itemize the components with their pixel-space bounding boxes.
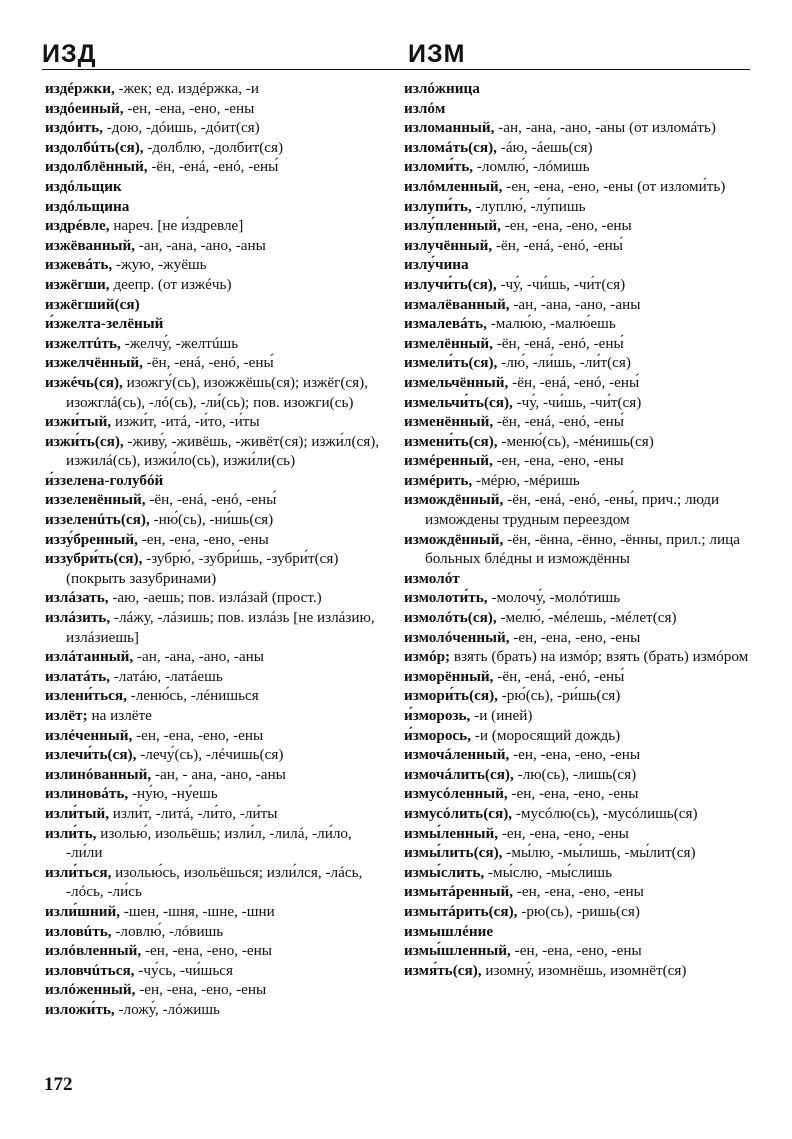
- dictionary-entry: [404, 726, 750, 746]
- entry-forms: -лáжу, -лáзишь; пов. излáзь [не излáзию, излáзиешь]: [66, 609, 375, 646]
- dictionary-entry: [45, 530, 390, 550]
- entry-headword: измы́слить,: [404, 863, 485, 881]
- dictionary-entry: [45, 980, 390, 1000]
- entry-forms: -аю, -аешь; пов. излáзай (прост.): [108, 589, 322, 607]
- dictionary-entry: [45, 236, 390, 256]
- entry-forms: -ён, -енá, -енó, -ены́: [147, 158, 279, 176]
- dictionary-entry: [404, 530, 750, 569]
- entry-headword: измолóть(ся),: [404, 609, 497, 627]
- entry-forms: -ломлю́, -лóмишь: [473, 158, 590, 176]
- dictionary-entry: [404, 490, 750, 529]
- dictionary-entry: [404, 569, 750, 589]
- entry-forms: -леню́сь, -лéнишься: [126, 687, 259, 705]
- dictionary-entry: [45, 490, 390, 510]
- dictionary-entry: [45, 216, 390, 236]
- dictionary-entry: [404, 667, 750, 687]
- entry-forms: -мы́лю, -мы́лишь, -мы́лит(ся): [502, 844, 696, 862]
- entry-forms: -ен, -ена, -ено, -ены: [498, 824, 629, 842]
- entry-forms: -ну́ю, -ну́ешь: [128, 785, 218, 803]
- dictionary-entry: [45, 765, 390, 785]
- entry-headword: измы́лить(ся),: [404, 844, 503, 862]
- dictionary-entry: [404, 902, 750, 922]
- entry-forms: -ён, -енá, -енó, -ены́: [493, 413, 624, 431]
- entry-headword: и́зморось,: [404, 726, 471, 744]
- entry-forms: -ен, -ена, -ено, -ены: [135, 981, 267, 999]
- entry-forms: -ен, -ена, -ено, -ены: [510, 942, 642, 960]
- entry-forms: -ён, -енá, -енó, -ены́: [492, 236, 624, 254]
- entry-forms: -ён, -енá, -енó, -ены́: [145, 491, 277, 509]
- header-rule: [42, 69, 750, 70]
- dictionary-entry: [45, 275, 390, 295]
- entry-forms: на излёте: [87, 707, 152, 724]
- entry-headword: излóвленный,: [45, 942, 142, 960]
- dictionary-entry: [404, 118, 750, 138]
- entry-headword: измусóлить(ся),: [404, 804, 513, 822]
- entry-headword: иззубри́ть(ся),: [45, 550, 143, 568]
- entry-forms: -ен, -ена, -ено, -ены: [137, 530, 269, 548]
- entry-headword: измóр;: [404, 648, 451, 666]
- entry-forms: -и (иней): [470, 707, 533, 724]
- entry-headword: измышлéние: [404, 922, 494, 940]
- entry-headword: излу́чина: [404, 256, 469, 274]
- entry-headword: и́ззелена-голубóй: [45, 471, 164, 489]
- dictionary-entry: [404, 99, 750, 119]
- dictionary-entry: [45, 706, 390, 726]
- entry-headword: измалевáть,: [404, 315, 487, 333]
- entry-headword: излóмленный,: [404, 177, 503, 195]
- entry-forms: -ложу́, -лóжишь: [114, 1000, 220, 1018]
- entry-headword: измори́ть(ся),: [404, 687, 498, 705]
- dictionary-entry: [404, 373, 750, 393]
- entry-headword: издрéвле,: [45, 217, 110, 235]
- dictionary-entry: [404, 432, 750, 452]
- entry-headword: изли́шний,: [45, 902, 120, 920]
- entry-forms: изолью́сь, изольёшься; изли́лся, -лáсь, -лóсь, -ли́сь: [66, 863, 363, 901]
- entry-headword: излёт;: [45, 707, 88, 724]
- entry-forms: -чу́, -чи́шь, -чи́т(ся): [496, 275, 626, 293]
- entry-headword: излáзать,: [45, 589, 109, 607]
- entry-forms: -живу́, -живёшь, -живёт(ся); изжи́л(ся), изжилá(сь), изжи́ло(сь), изжи́ли(сь): [66, 432, 380, 470]
- dictionary-entry: [404, 647, 750, 667]
- entry-headword: излу́пленный,: [404, 217, 501, 235]
- dictionary-entry: [45, 961, 390, 981]
- entry-forms: изжи́т, -итá, -и́то, -и́ты: [111, 413, 260, 431]
- entry-headword: изжéчь(ся),: [45, 373, 123, 391]
- entry-forms: -чу́сь, -чи́шься: [134, 961, 234, 979]
- dictionary-entry: [404, 216, 750, 236]
- entry-forms: -дою, -дóишь, -дóит(ся): [102, 119, 260, 137]
- entry-headword: издолбúть(ся),: [45, 138, 144, 156]
- entry-forms: нареч. [не и́здревле]: [109, 217, 244, 235]
- entry-headword: изжелтúть,: [45, 334, 121, 352]
- entry-headword: издóльщик: [45, 177, 122, 195]
- dictionary-entry: [404, 255, 750, 275]
- entry-forms: -ан, -ана, -ано, -аны: [135, 236, 266, 254]
- entry-headword: издóить,: [45, 119, 103, 137]
- entry-headword: измалёванный,: [404, 295, 510, 313]
- entry-forms: -желчу́, -желтúшь: [120, 334, 239, 352]
- entry-forms: -зубрю́, -зубри́шь, -зубри́т(ся) (покрыть зазубринами): [66, 550, 339, 587]
- entry-forms: -меню́(сь), -мéнишь(ся): [497, 432, 654, 450]
- dictionary-entry: [404, 334, 750, 354]
- dictionary-entry: [404, 686, 750, 706]
- dictionary-entry: [404, 706, 750, 726]
- entry-forms: -ен, -ена, -ено, -ены: [513, 883, 644, 901]
- entry-forms: -ён, -енá, -енó, -ены́: [493, 667, 625, 685]
- dictionary-entry: [45, 118, 390, 138]
- entry-forms: -ён, -енá, -енó, -ены́: [142, 354, 274, 372]
- page-header: [42, 40, 750, 70]
- entry-headword: изловúть,: [45, 922, 112, 940]
- entry-forms: -ен, -ена, -ено, -ены: [492, 452, 624, 470]
- entry-forms: -ню́(сь), -ни́шь(ся): [149, 511, 274, 529]
- dictionary-entry: [404, 628, 750, 648]
- entry-headword: изжи́ть(ся),: [45, 432, 124, 450]
- dictionary-entry: [45, 157, 390, 177]
- entry-headword: измолоти́ть,: [404, 589, 488, 607]
- dictionary-entry: [45, 549, 390, 588]
- entry-forms: -ен, -ена, -ено, -ены: [141, 942, 272, 960]
- entry-headword: измочáлить(ся),: [404, 765, 514, 783]
- entry-headword: изли́тый,: [45, 804, 109, 822]
- entry-headword: излинóванный,: [45, 765, 152, 783]
- entry-headword: изломáть(ся),: [404, 138, 497, 156]
- dictionary-entry: [404, 608, 750, 628]
- entry-headword: изморённый,: [404, 667, 494, 685]
- entry-forms: -долблю, -долбит(ся): [143, 138, 284, 156]
- entry-forms: -жую, -жуёшь: [112, 256, 207, 274]
- dictionary-entry: [404, 393, 750, 413]
- dictionary-entry: [45, 138, 390, 158]
- entry-forms: -и (моросящий дождь): [471, 726, 621, 744]
- entry-forms: -мелю́, -мéлешь, -мéлет(ся): [496, 609, 677, 627]
- entry-forms: -малю́ю, -малю́ешь: [486, 315, 616, 333]
- dictionary-entry: [45, 804, 390, 824]
- entry-headword: измéренный,: [404, 452, 493, 470]
- dictionary-entry: [45, 353, 390, 373]
- entry-forms: -ен, -ена, -ено, -ены: [132, 726, 264, 744]
- page-number: 172: [44, 1074, 73, 1095]
- entry-headword: изжевáть,: [45, 256, 113, 274]
- entry-headword: излени́ться,: [45, 687, 127, 705]
- dictionary-entry: [404, 79, 750, 99]
- entry-headword: измы́ленный,: [404, 824, 499, 842]
- dictionary-entry: [404, 843, 750, 863]
- dictionary-entry: [45, 784, 390, 804]
- dictionary-entry: [404, 882, 750, 902]
- entry-forms: -ан, -ана, -ано, -аны (от изломáть): [494, 119, 716, 137]
- entry-headword: изли́ться,: [45, 863, 112, 881]
- entry-forms: изомну́, изомнёшь, изомнёт(ся): [481, 961, 687, 979]
- entry-forms: -áю, -áешь(ся): [496, 138, 593, 156]
- entry-forms: -ен, -ена, -ено, -ены: [500, 217, 632, 235]
- dictionary-entry: [404, 588, 750, 608]
- dictionary-entry: [45, 432, 390, 471]
- entry-forms: -ен, -ена, -ено, -ены: [507, 785, 639, 803]
- entry-headword: излáзить,: [45, 609, 111, 627]
- entry-forms: -латáю, -латáешь: [109, 667, 223, 685]
- entry-forms: изолью́, изольёшь; изли́л, -лилá, -ли́ло, -ли́ли: [66, 824, 352, 862]
- entry-forms: -лечу́(сь), -лéчишь(ся): [136, 746, 284, 764]
- entry-forms: -ён, -енá, -енó, -ены́: [508, 373, 640, 391]
- dictionary-entry: [45, 588, 390, 608]
- dictionary-entry: [45, 647, 390, 667]
- entry-forms: деепр. (от изжéчь): [109, 275, 232, 293]
- entry-forms: -шен, -шня, -шне, -шни: [120, 902, 275, 920]
- dictionary-entry: [45, 726, 390, 746]
- entry-headword: иззеленúть(ся),: [45, 511, 150, 529]
- entry-headword: издолблённый,: [45, 158, 148, 176]
- entry-headword: измусóленный,: [404, 785, 508, 803]
- dictionary-entry: [404, 922, 750, 942]
- dictionary-entry: [45, 686, 390, 706]
- entry-forms: -ён, -енá, -енó, -ены́, прич.; люди измождены трудным переездом: [425, 491, 720, 529]
- entry-headword: изжелчённый,: [45, 354, 143, 372]
- right-column: [404, 79, 750, 980]
- entry-forms: -ан, -ана, -ано, -аны: [509, 295, 641, 313]
- dictionary-entry: [45, 1000, 390, 1020]
- entry-forms: -лю(сь), -лишь(ся): [513, 765, 637, 783]
- dictionary-entry: [45, 412, 390, 432]
- entry-headword: измени́ть(ся),: [404, 432, 498, 450]
- entry-forms: -ан, -ана, -ано, -аны: [133, 648, 264, 666]
- entry-headword: изжёгши,: [45, 275, 110, 293]
- entry-headword: излучённый,: [404, 236, 493, 254]
- dictionary-entry: [45, 295, 390, 315]
- entry-headword: излóжница: [404, 80, 480, 97]
- dictionary-entry: [404, 804, 750, 824]
- dictionary-entry: [404, 961, 750, 981]
- dictionary-entry: [45, 177, 390, 197]
- entry-forms: изожгу́(сь), изожжёшь(ся); изжёг(ся), изожглá(сь), -лó(сь), -ли́(сь); пов. изожги(сь): [66, 373, 368, 411]
- entry-forms: -луплю́, -лу́пишь: [471, 197, 586, 215]
- dictionary-entry: [45, 922, 390, 942]
- entry-forms: -ан, - ана, -ано, -аны: [151, 765, 286, 783]
- dictionary-entry: [45, 608, 390, 647]
- entry-headword: иззеленённый,: [45, 491, 146, 509]
- entry-headword: и́зморозь,: [404, 707, 471, 724]
- entry-forms: -мéрю, -мéришь: [472, 471, 580, 489]
- entry-forms: -ен, -ена, -ено, -ены: [509, 746, 641, 764]
- entry-headword: измельчи́ть(ся),: [404, 393, 513, 411]
- entry-headword: изломанный,: [404, 119, 495, 137]
- dictionary-entry: [45, 79, 390, 99]
- entry-forms: -лю́, -ли́шь, -ли́т(ся): [497, 354, 631, 372]
- entry-forms: -ён, -енá, -енó, -ены́: [492, 334, 624, 352]
- entry-forms: изли́т, -литá, -ли́то, -ли́ты: [109, 804, 278, 822]
- dictionary-entry: [404, 295, 750, 315]
- dictionary-entry: [404, 745, 750, 765]
- entry-headword: излóженный,: [45, 981, 136, 999]
- entry-forms: -мы́слю, -мы́слишь: [484, 863, 613, 881]
- entry-headword: измочáленный,: [404, 746, 510, 764]
- dictionary-entry: [404, 157, 750, 177]
- dictionary-entry: [404, 471, 750, 491]
- entry-headword: изложи́ть,: [45, 1000, 115, 1018]
- entry-headword: излиновáть,: [45, 785, 129, 803]
- entry-forms: -чу́, -чи́шь, -чи́т(ся): [512, 393, 642, 411]
- right-guide-word: ИЗМ: [408, 40, 466, 68]
- entry-headword: измя́ть(ся),: [404, 961, 482, 979]
- entry-headword: изжёванный,: [45, 236, 136, 254]
- entry-forms: -ен, -ена, -ено, -ены (от изломи́ть): [502, 177, 726, 195]
- entry-headword: измы́шленный,: [404, 942, 511, 960]
- dictionary-entry: [404, 941, 750, 961]
- entry-forms: -мусóлю(сь), -мусóлишь(ся): [512, 804, 698, 822]
- entry-headword: изжи́тый,: [45, 413, 112, 431]
- dictionary-entry: [404, 197, 750, 217]
- entry-headword: излáтанный,: [45, 648, 134, 666]
- left-column: [45, 79, 390, 1020]
- dictionary-entry: [45, 99, 390, 119]
- dictionary-entry: [45, 902, 390, 922]
- entry-headword: излатáть,: [45, 667, 110, 685]
- entry-headword: издóльщина: [45, 197, 130, 215]
- entry-headword: измели́ть(ся),: [404, 354, 498, 372]
- dictionary-entry: [404, 765, 750, 785]
- dictionary-entry: [45, 824, 390, 863]
- entry-headword: изли́ть,: [45, 824, 97, 842]
- entry-headword: измытáренный,: [404, 883, 513, 901]
- entry-forms: -ловлю́, -лóвишь: [111, 922, 224, 940]
- entry-headword: изломи́ть,: [404, 158, 474, 176]
- dictionary-entry: [45, 510, 390, 530]
- dictionary-entry: [404, 412, 750, 432]
- entry-forms: -ён, -ённа, -ённо, -ённы, прил.; лица больных блéдны и измождённы: [425, 530, 740, 568]
- entry-headword: измытáрить(ся),: [404, 902, 518, 920]
- dictionary-entry: [45, 197, 390, 217]
- entry-forms: -рю́(сь), -ри́шь(ся): [497, 687, 621, 705]
- left-guide-word: ИЗД: [42, 40, 97, 68]
- entry-headword: излóм: [404, 99, 446, 117]
- entry-headword: иззу́бренный,: [45, 530, 138, 548]
- entry-forms: -молочу́, -молóтишь: [487, 589, 621, 607]
- dictionary-entry: [404, 236, 750, 256]
- entry-headword: измéрить,: [404, 471, 473, 489]
- dictionary-entry: [45, 314, 390, 334]
- entry-forms: -ен, -ена, -ено, -ены: [509, 628, 641, 646]
- entry-forms: -рю(сь), -ришь(ся): [517, 902, 640, 920]
- dictionary-entry: [45, 471, 390, 491]
- entry-headword: измелённый,: [404, 334, 493, 352]
- entry-headword: измельчённый,: [404, 373, 509, 391]
- dictionary-entry: [404, 314, 750, 334]
- dictionary-entry: [404, 824, 750, 844]
- entry-headword: изменённый,: [404, 413, 494, 431]
- entry-headword: излéченный,: [45, 726, 133, 744]
- entry-headword: издóеиный,: [45, 99, 124, 117]
- dictionary-entry: [45, 667, 390, 687]
- entry-headword: измождённый,: [404, 491, 504, 509]
- dictionary-entry: [404, 784, 750, 804]
- dictionary-entry: [45, 941, 390, 961]
- dictionary-entry: [404, 451, 750, 471]
- dictionary-entry: [45, 255, 390, 275]
- dictionary-entry: [404, 353, 750, 373]
- entry-headword: измождённый,: [404, 530, 504, 548]
- dictionary-entry: [404, 177, 750, 197]
- dictionary-entry: [404, 863, 750, 883]
- entry-headword: измолóченный,: [404, 628, 510, 646]
- entry-headword: и́зжелта-зелёный: [45, 315, 164, 333]
- entry-headword: излучи́ть(ся),: [404, 275, 497, 293]
- entry-headword: излечи́ть(ся),: [45, 746, 137, 764]
- dictionary-entry: [45, 863, 390, 902]
- dictionary-entry: [45, 745, 390, 765]
- entry-forms: -ен, -ена, -ено, -ены: [123, 99, 255, 117]
- dictionary-entry: [404, 138, 750, 158]
- entry-forms: -жек; ед. издéржка, -и: [114, 80, 259, 97]
- entry-headword: изжёгший(ся): [45, 295, 140, 313]
- entry-headword: измолóт: [404, 569, 460, 587]
- dictionary-entry: [45, 334, 390, 354]
- dictionary-entry: [45, 373, 390, 412]
- entry-headword: излупи́ть,: [404, 197, 472, 215]
- entry-headword: изловчúться,: [45, 961, 135, 979]
- entry-headword: издéржки,: [45, 80, 115, 97]
- dictionary-entry: [404, 275, 750, 295]
- entry-forms: взять (брать) на измóр; взять (брать) измóром: [450, 648, 749, 666]
